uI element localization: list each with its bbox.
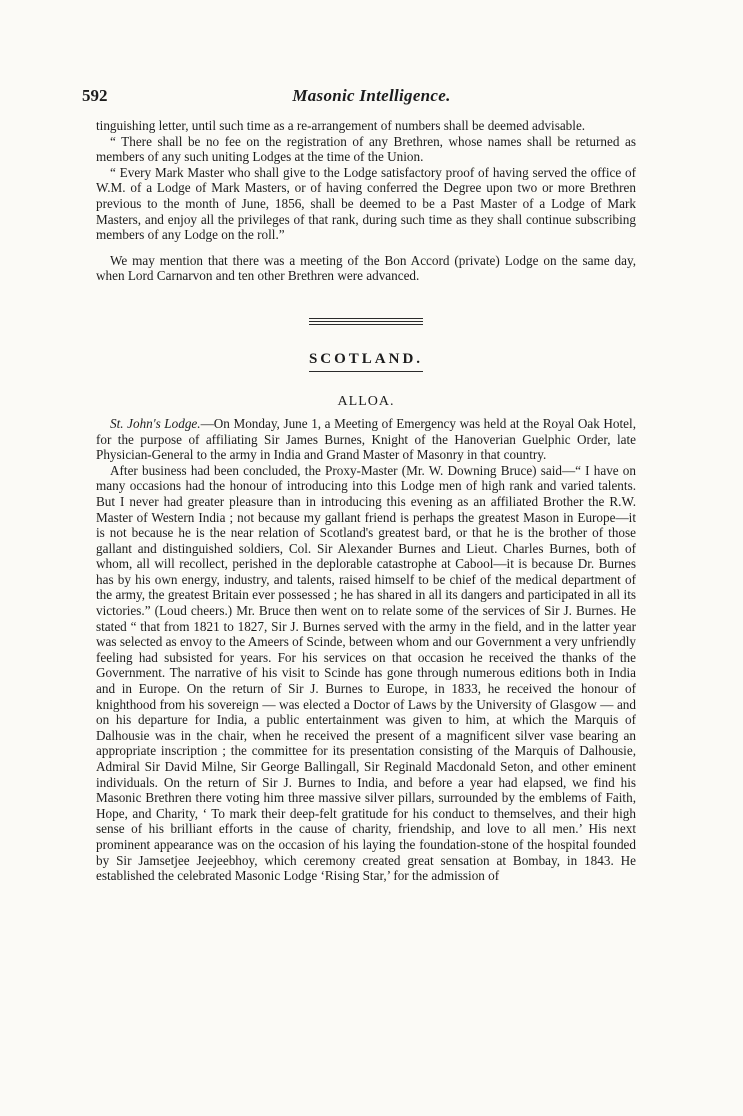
paragraph-mark-master-rule: “ Every Mark Master who shall give to the Lodge satisfactory proof of having served the office of W.M. of a Lodge of Mark Masters, or of having conferred the Degree upon two or more Brethren previous to the month of June, 1856, shall be deemed to be a Past Master of a Lodge of Mark Masters, and enjoy all the privileges of that rank, during such time as they shall continue subscribing members of any Lodge on the roll.” (96, 164, 636, 243)
page-number: 592 (82, 86, 108, 105)
paragraph-fee-rule: “ There shall be no fee on the registration of any Brethren, whose names shall be returned as members of any such uniting Lodges at the time of the Union. (96, 133, 636, 165)
running-head: Masonic Intelligence. (292, 86, 451, 105)
section-title: SCOTLAND. (308, 350, 424, 367)
text-column (96, 118, 636, 884)
paragraph-st-johns-lodge (96, 416, 636, 463)
subsection-title: ALLOA. (337, 393, 395, 409)
paragraph-bon-accord: We may mention that there was a meeting of the Bon Accord (private) Lodge on the same day, when Lord Carnarvon and ten other Brethren were advanced. (96, 252, 636, 284)
section-title-underline (309, 371, 423, 372)
lodge-name: St. John's Lodge. (110, 415, 201, 431)
paragraph-proxy-master-speech: After business had been concluded, the Proxy-Master (Mr. W. Downing Bruce) said—“ I have on many occasions had the honour of introducing into this Lodge men of high rank and varied talents. But I never had greater pleasure than in introducing this evening as an affiliated Brother the R.W. Master of Western India ; not because my gallant friend is perhaps the greatest Mason in Europe—it is not because he is the near relation of Scotland's greatest bard, or that he is the brother of those gallant and distinguished soldiers, Col. Sir Alexander Burnes and Lieut. Charles Burnes, both of whom, all will recollect, perished in the deplorable catastrophe at Cabool—it is because Dr. Burnes has by his own energy, industry, and talents, raised himself to be chief of the medical department of the army, the greatest Britain ever possessed ; he has shared in all its dangers and participated in all its victories.” (Loud cheers.) Mr. Bruce then went on to relate some of the services of Sir J. Burnes. He stated “ that from 1821 to 1827, Sir J. Burnes served with the army in the field, and in the latter year was selected as envoy to the Ameers of Scinde, between whom and our Government a very unfriendly feeling had subsisted for years. For his services on that occasion he received the thanks of the Government. The narrative of his visit to Scinde has gone through numerous editions both in India and in Europe. On the return of Sir J. Burnes to Europe, in 1833, he received the honour of knighthood from his sovereign — was elected a Doctor of Laws by the University of Glasgow — and on his departure for India, a public entertainment was given to him, at which the Marquis of Dalhousie was in the chair, when he received the present of a magnificent silver vase bearing an appropriate inscription ; the committee for its presentation consisting of the Marquis of Dalhousie, Admiral Sir David Milne, Sir George Ballingall, Sir Reginald Macdonald Seton, and other eminent individuals. On the return of Sir J. Burnes to India, and before a year had elapsed, we find his Masonic Brethren there voting him three massive silver pillars, surrounded by the emblems of Faith, Hope, and Charity, ‘ To mark their deep-felt gratitude for his conduct to themselves, and their high sense of his brilliant efforts in the cause of charity, friendship, and love to all men.’ His next prominent appearance was on the occasion of his laying the foundation-stone of the hospital founded by Sir Jamsetjee Jeejeebhoy, which ceremony created great sensation at Bombay, in 1843. He established the celebrated Masonic Lodge ‘Rising Star,’ for the admission of (96, 462, 636, 884)
paragraph-continuation: tinguishing letter, until such time as a re-arrangement of numbers shall be deemed advisable. (96, 118, 586, 133)
paragraph-st-johns-text: —On Monday, June 1, a Meeting of Emergency was held at the Royal Oak Hotel, for the purpose of affiliating Sir James Burnes, Knight of the Hanoverian Guelphic Order, late Physician-General to the army in India and Grand Master of Masonry in that country. (96, 415, 636, 463)
section-divider (309, 318, 423, 325)
